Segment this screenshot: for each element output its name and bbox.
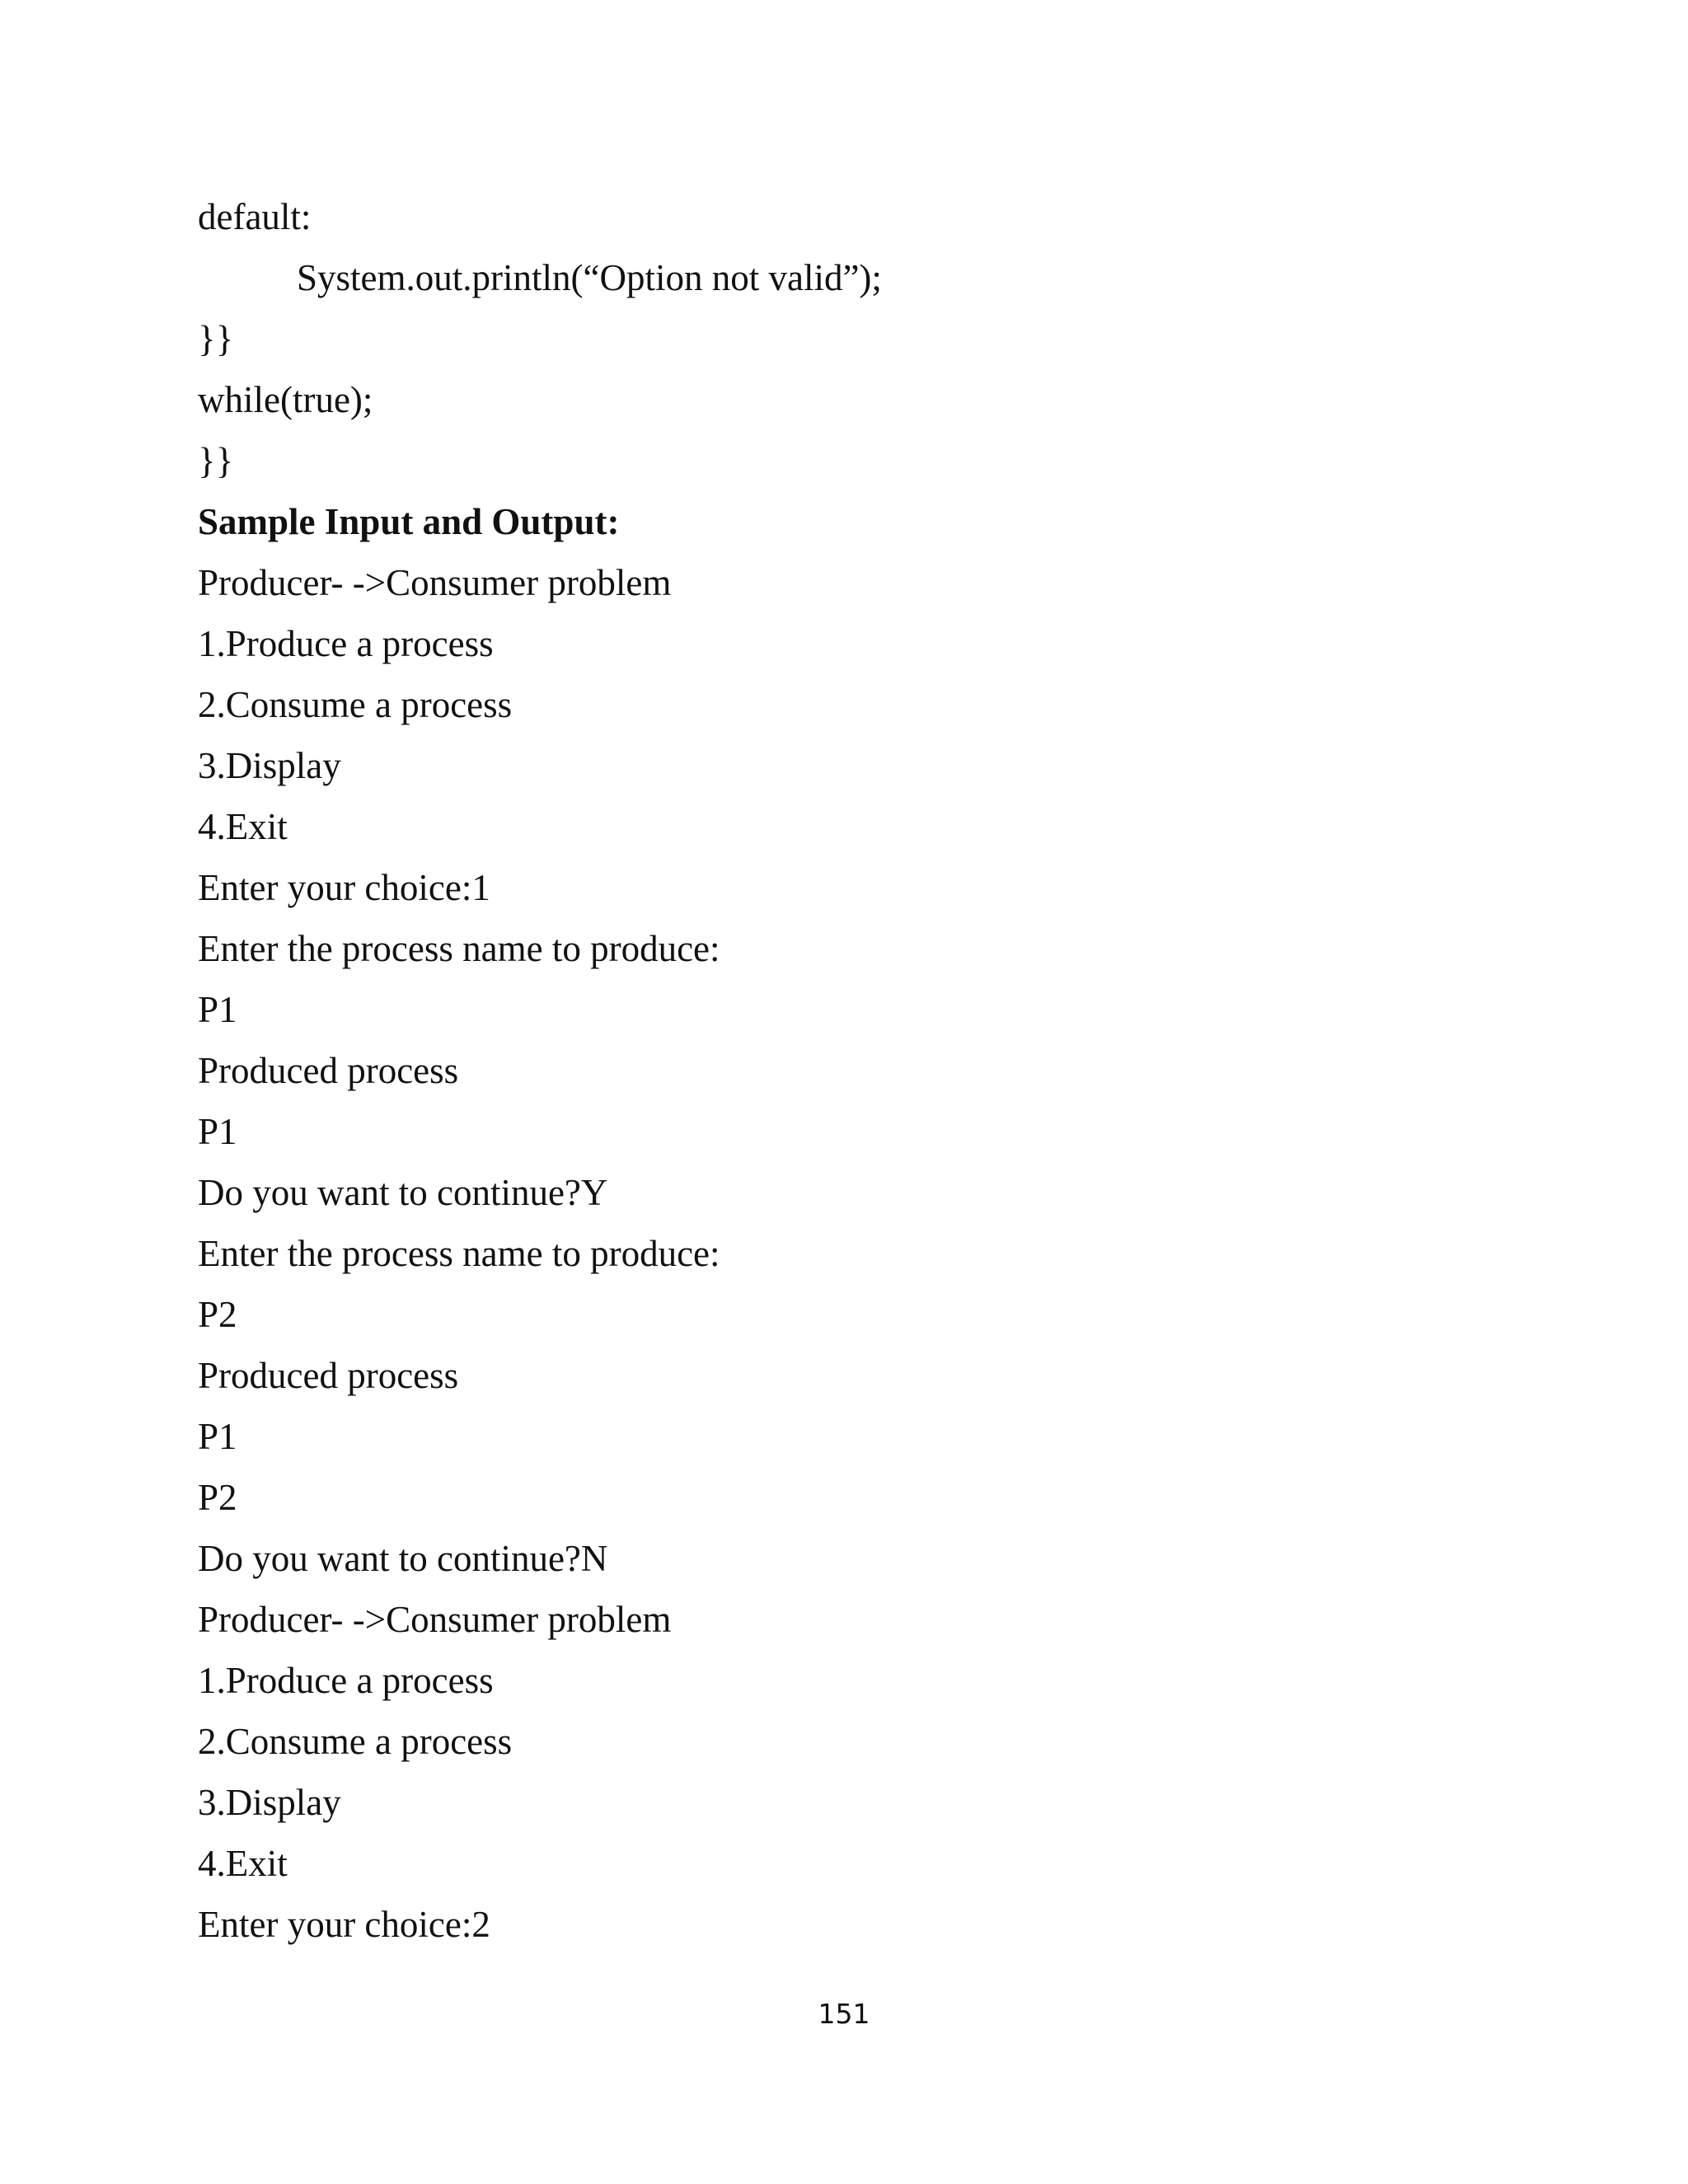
output-line: P2 (198, 1294, 237, 1335)
section-heading: Sample Input and Output: (198, 501, 620, 542)
output-line: Produced process (198, 1050, 459, 1091)
output-line: P1 (198, 1111, 237, 1152)
output-line: 2.Consume a process (198, 684, 513, 725)
output-line: Do you want to continue?Y (198, 1172, 608, 1213)
output-line: Enter the process name to produce: (198, 928, 720, 969)
output-line: Produced process (198, 1355, 459, 1396)
output-line: 1.Produce a process (198, 1660, 494, 1701)
output-line: 4.Exit (198, 1843, 288, 1884)
code-line: while(true); (198, 379, 373, 420)
output-line: P2 (198, 1477, 237, 1518)
code-line: System.out.println(“Option not valid”); (297, 257, 882, 298)
code-line: }} (198, 440, 234, 481)
output-line: P1 (198, 989, 237, 1030)
output-line: Enter the process name to produce: (198, 1233, 720, 1274)
page-content (198, 186, 1533, 1955)
page-number: 151 (818, 1998, 870, 2030)
output-line: 3.Display (198, 1782, 341, 1823)
code-line: default: (198, 196, 312, 237)
output-line: P1 (198, 1416, 237, 1457)
output-line: 1.Produce a process (198, 623, 494, 664)
output-line: Enter your choice:2 (198, 1904, 490, 1945)
output-line: Enter your choice:1 (198, 867, 490, 908)
output-line: 4.Exit (198, 806, 288, 847)
output-line: 3.Display (198, 745, 341, 786)
code-line: }} (198, 318, 234, 359)
output-line: Producer- ->Consumer problem (198, 1599, 672, 1640)
output-line: Producer- ->Consumer problem (198, 562, 672, 603)
output-line: 2.Consume a process (198, 1721, 513, 1762)
output-line: Do you want to continue?N (198, 1538, 608, 1579)
